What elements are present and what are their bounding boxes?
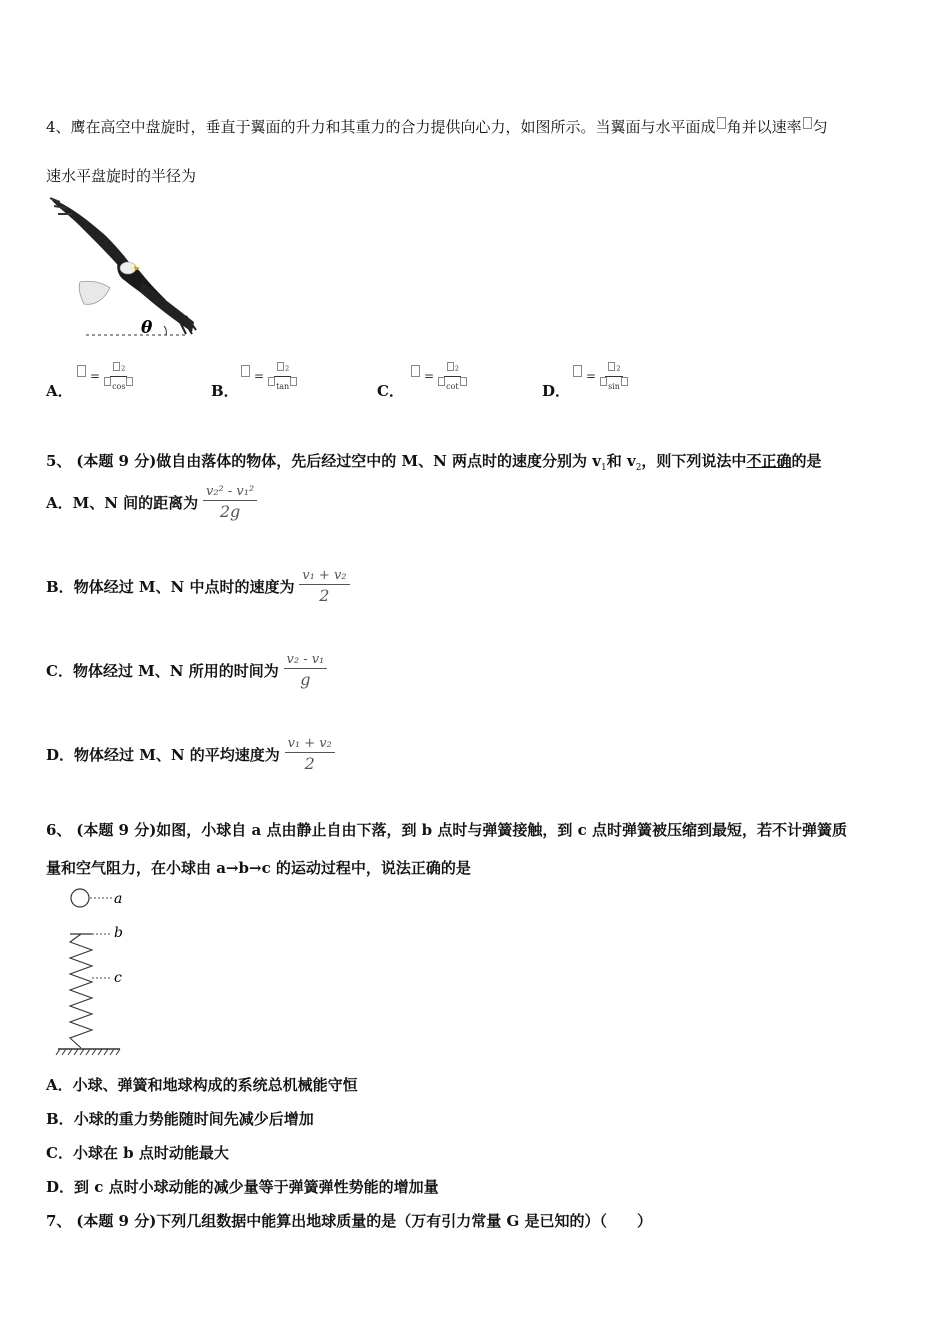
q4-option-a-formula: = $\frac{^2}{\cos}$ (76, 362, 134, 391)
q5-option-d[interactable]: D．物体经过 M、N 的平均速度为 $\frac{\text{v₁ + v₂}}{2}$ (46, 736, 335, 773)
q4-option-b[interactable]: B． (211, 382, 239, 400)
theta-label: θ (141, 318, 153, 338)
q6-stem-line1: 6、 (本题 9 分)如图，小球自 a 点由静止自由下落，到 b 点时与弹簧接触，到 c 点时弹簧被压缩到最短，若不计弹簧质 (46, 821, 847, 839)
missing-glyph-icon (717, 117, 726, 129)
q6-stem-line2: 量和空气阻力，在小球由 a→b→c 的运动过程中，说法正确的是 (46, 859, 471, 877)
formula-fraction: $\frac{\text{v₂ - v₁}}{g}$ (284, 652, 328, 689)
q5-stem: 5、 (本题 9 分)做自由落体的物体，先后经过空中的 M、N 两点时的速度分别为 $v_1$和 $v_2$，则下列说法中不正确的是 (46, 452, 822, 473)
q6-option-d[interactable]: D．到 c 点时小球动能的减少量等于弹簧弹性势能的增加量 (46, 1178, 439, 1196)
q7-stem: 7、 (本题 9 分)下列几组数据中能算出地球质量的是（万有引力常量 G 是已知的）（ ） (46, 1212, 653, 1230)
q4-option-b-formula: = $\frac{^2}{\tan}$ (240, 362, 298, 391)
spring-figure (52, 884, 142, 1058)
q6-option-b[interactable]: B．小球的重力势能随时间先减少后增加 (46, 1110, 314, 1128)
q4-option-c[interactable]: C． (377, 382, 404, 400)
formula-fraction: $\frac{\text{v₁ + v₂}}{2}$ (285, 736, 335, 773)
point-b-label: b (114, 925, 123, 941)
q6-option-a[interactable]: A．小球、弹簧和地球构成的系统总机械能守恒 (46, 1076, 358, 1094)
q4-stem-line1: 4、鹰在高空中盘旋时，垂直于翼面的升力和其重力的合力提供向心力，如图所示。当翼面与水平面成 角并以速率 匀 (46, 118, 828, 136)
q4-option-d[interactable]: D． (542, 382, 571, 400)
q5-option-a[interactable]: A．M、N 间的距离为 $\frac{\text{v₂² - v₁²}}{2g}$ (46, 484, 257, 521)
missing-glyph-icon (803, 117, 812, 129)
q5-option-c[interactable]: C．物体经过 M、N 所用的时间为 $\frac{\text{v₂ - v₁}}{g}$ (46, 652, 327, 689)
formula-fraction: $\frac{\text{v₁ + v₂}}{2}$ (299, 568, 349, 605)
q4-option-c-formula: = $\frac{^2}{\cot}$ (410, 362, 468, 391)
point-c-label: c (114, 970, 122, 986)
formula-fraction: $\frac{\text{v₂² - v₁²}}{2g}$ (203, 484, 257, 521)
point-a-label: a (114, 891, 123, 907)
q4-option-d-formula: = $\frac{^2}{\sin}$ (572, 362, 629, 391)
q6-option-c[interactable]: C．小球在 b 点时动能最大 (46, 1144, 229, 1162)
q4-option-a[interactable]: A． (46, 382, 73, 400)
q4-stem-line2: 速水平盘旋时的半径为 (46, 167, 197, 185)
q5-option-b[interactable]: B．物体经过 M、N 中点时的速度为 $\frac{\text{v₁ + v₂}}{2}$ (46, 568, 350, 605)
eagle-figure (46, 196, 206, 344)
